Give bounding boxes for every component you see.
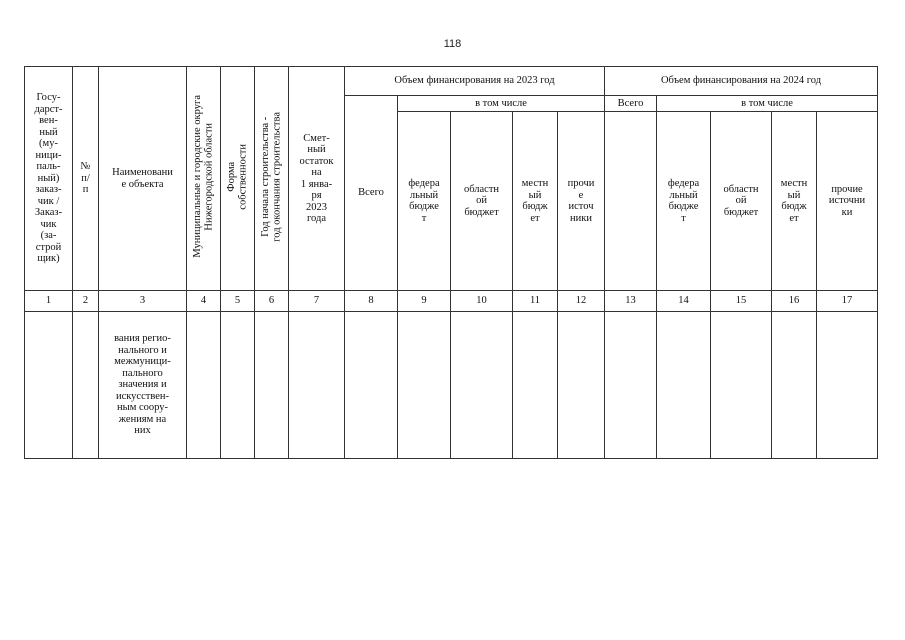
column-number: 4 — [187, 291, 221, 312]
table-cell — [345, 312, 398, 459]
header-federal-2024: федера льный бюдже т — [657, 112, 711, 291]
column-number: 6 — [255, 291, 289, 312]
column-number: 7 — [289, 291, 345, 312]
header-regional-2024: областн ой бюджет — [711, 112, 772, 291]
header-local-2024: местн ый бюдж ет — [772, 112, 817, 291]
table-cell — [73, 312, 99, 459]
column-number: 10 — [451, 291, 513, 312]
header-other-2024: прочие источни ки — [817, 112, 878, 291]
header-row-number: № п/ п — [73, 67, 99, 291]
column-number: 17 — [817, 291, 878, 312]
header-total-2023: Всего — [345, 96, 398, 291]
header-object-name: Наименовани е объекта — [99, 67, 187, 291]
header-including-2023: в том числе — [398, 96, 605, 112]
column-number: 3 — [99, 291, 187, 312]
column-number: 8 — [345, 291, 398, 312]
header-total-2024: Всего — [605, 96, 657, 112]
column-number: 12 — [558, 291, 605, 312]
header-municipalities — [187, 67, 221, 291]
table-cell — [451, 312, 513, 459]
header-construction-years — [255, 67, 289, 291]
column-number: 5 — [221, 291, 255, 312]
object-name-cell: вания регио- нального и межмуници- пального значения и искусствен- ным соору- жениям на них — [99, 312, 187, 459]
table-cell — [289, 312, 345, 459]
table-cell — [772, 312, 817, 459]
header-ownership — [221, 67, 255, 291]
header-municipalities-text: Муниципальные и городские округа Нижегородской области — [192, 95, 215, 259]
table-cell — [558, 312, 605, 459]
column-number: 16 — [772, 291, 817, 312]
table-cell — [513, 312, 558, 459]
header-funding-2023: Объем финансирования на 2023 год — [345, 67, 605, 96]
table-cell — [605, 312, 657, 459]
table-cell — [398, 312, 451, 459]
table-row — [25, 312, 878, 459]
header-customer: Госу- дарст- вен- ный (му- ници- паль- ный) заказ- чик / Заказ- чик (за- строй щик) — [25, 67, 73, 291]
column-number: 14 — [657, 291, 711, 312]
column-number: 9 — [398, 291, 451, 312]
header-estimated-balance: Смет- ный остаток на 1 янва- ря 2023 года — [289, 67, 345, 291]
header-federal-2023: федера льный бюдже т — [398, 112, 451, 291]
column-number: 11 — [513, 291, 558, 312]
table-cell — [187, 312, 221, 459]
header-other-2023: прочи е источ ники — [558, 112, 605, 291]
table-cell — [25, 312, 73, 459]
column-number-row — [25, 291, 878, 312]
table-cell — [255, 312, 289, 459]
table-cell — [711, 312, 772, 459]
table-cell — [817, 312, 878, 459]
page-number: 118 — [443, 38, 462, 50]
header-regional-2023: областн ой бюджет — [451, 112, 513, 291]
header-including-2024: в том числе — [657, 96, 878, 112]
header-construction-years-text: Год начала строительства - год окончания строительства — [260, 111, 283, 242]
funding-table — [24, 66, 878, 459]
header-ownership-text: Форма собственности — [226, 143, 249, 210]
table-cell — [657, 312, 711, 459]
column-number: 15 — [711, 291, 772, 312]
column-number: 13 — [605, 291, 657, 312]
header-total-2024-blank — [605, 112, 657, 291]
column-number: 1 — [25, 291, 73, 312]
column-number: 2 — [73, 291, 99, 312]
header-funding-2024: Объем финансирования на 2024 год — [605, 67, 878, 96]
header-local-2023: местн ый бюдж ет — [513, 112, 558, 291]
table-cell — [221, 312, 255, 459]
